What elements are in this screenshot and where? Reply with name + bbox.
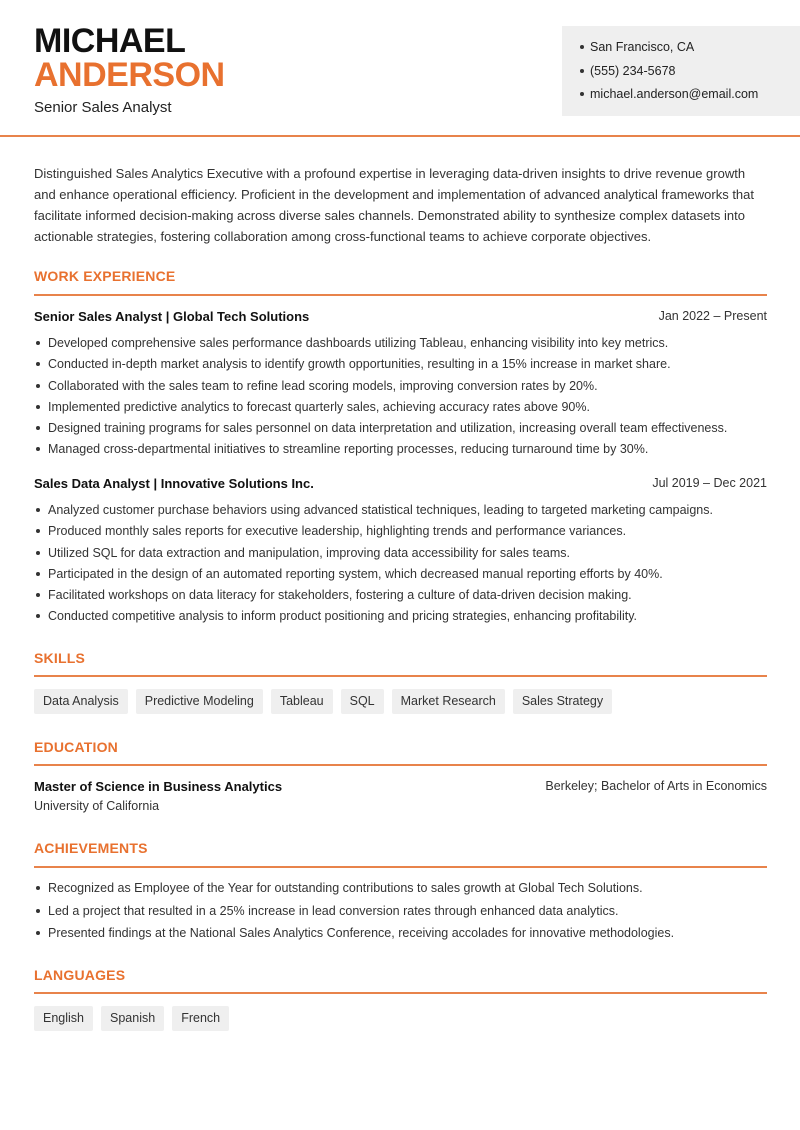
bullet-text: Conducted competitive analysis to inform product positioning and pricing strategies, enhancing profitability. — [48, 609, 637, 624]
list-item — [34, 419, 767, 440]
bullet-text: Managed cross-departmental initiatives to streamline reporting processes, reducing turnaround time by 30%. — [48, 442, 649, 457]
skills-heading: SKILLS — [34, 650, 85, 666]
bullet-text: Conducted in-depth market analysis to identify growth opportunities, resulting in a 15% increase in market share. — [48, 357, 671, 372]
bullet-text: Recognized as Employee of the Year for outstanding contributions to sales growth at Global Tech Solutions. — [48, 881, 643, 895]
work-experience-rule — [34, 294, 767, 296]
list-item — [34, 924, 767, 947]
achievements-rule — [34, 866, 767, 868]
achievements-heading: ACHIEVEMENTS — [34, 840, 148, 856]
bullet-icon — [580, 92, 584, 96]
contact-phone-text: (555) 234-5678 — [590, 63, 676, 78]
skill-tag: SQL — [341, 689, 384, 714]
bullet-icon — [36, 572, 40, 576]
job-bullets — [34, 501, 767, 629]
contact-box — [562, 26, 800, 116]
skill-tag: Tableau — [271, 689, 333, 714]
list-item — [34, 334, 767, 355]
education-heading: EDUCATION — [34, 739, 118, 755]
list-item — [34, 501, 767, 522]
bullet-icon — [36, 384, 40, 388]
language-tag: French — [172, 1006, 229, 1031]
languages-heading: LANGUAGES — [34, 967, 126, 983]
contact-list — [580, 38, 758, 109]
list-item — [34, 544, 767, 565]
resume-header — [0, 0, 800, 137]
language-tag: English — [34, 1006, 93, 1031]
bullet-text: Developed comprehensive sales performance dashboards utilizing Tableau, enhancing visibility into key metrics. — [48, 336, 669, 350]
list-item — [34, 440, 767, 461]
bullet-icon — [36, 529, 40, 533]
languages-tags — [34, 1006, 229, 1031]
job-header — [34, 309, 767, 327]
list-item — [34, 879, 767, 902]
skills-rule — [34, 675, 767, 677]
bullet-text: Implemented predictive analytics to forecast quarterly sales, achieving accuracy rates above 90%. — [48, 399, 590, 414]
list-item — [34, 377, 767, 398]
job-title: Senior Sales Analyst — [34, 99, 172, 116]
contact-location-text: San Francisco, CA — [590, 40, 695, 54]
job-header — [34, 476, 767, 494]
list-item — [34, 398, 767, 419]
skills-tags — [34, 689, 612, 714]
list-item — [34, 522, 767, 543]
bullet-text: Participated in the design of an automated reporting system, which decreased manual reporting efforts by 40%. — [48, 566, 663, 581]
bullet-icon — [36, 447, 40, 451]
summary: Distinguished Sales Analytics Executive with a profound expertise in leveraging data-driven insights to drive revenue growth and enhance operational efficiency. Proficient in the development and implementation of advanced analytical frameworks that facilitate informed decision-making across diverse sales channels. Demonstrated ability to synthesize complex datasets into actionable strategies, fostering collaboration among cross-functional teams to achieve corporate objectives. — [34, 166, 755, 244]
language-tag: Spanish — [101, 1006, 164, 1031]
job-dates: Jan 2022 – Present — [658, 309, 767, 323]
list-item — [34, 586, 767, 607]
education-degree: Master of Science in Business Analytics — [34, 779, 283, 794]
bullet-text: Collaborated with the sales team to refine lead scoring models, improving conversion rates by 20%. — [48, 378, 598, 393]
contact-location — [580, 38, 758, 62]
bullet-text: Led a project that resulted in a 25% increase in lead conversion rates through enhanced data analytics. — [48, 903, 619, 918]
bullet-icon — [36, 426, 40, 430]
bullet-icon — [36, 362, 40, 366]
achievements-list — [34, 879, 767, 947]
list-item — [34, 902, 767, 925]
first-name: MICHAEL — [34, 22, 186, 60]
last-name: ANDERSON — [34, 56, 225, 94]
list-item — [34, 565, 767, 586]
bullet-icon — [36, 909, 40, 913]
bullet-icon — [36, 931, 40, 935]
education-school: University of California — [34, 799, 160, 813]
list-item — [34, 355, 767, 376]
bullet-icon — [36, 886, 40, 890]
skill-tag: Predictive Modeling — [136, 689, 263, 714]
bullet-text: Produced monthly sales reports for executive leadership, highlighting trends and performance variances. — [48, 524, 627, 539]
bullet-icon — [580, 45, 584, 49]
bullet-text: Facilitated workshops on data literacy for stakeholders, fostering a culture of data-driven decision making. — [48, 588, 632, 603]
job-dates: Jul 2019 – Dec 2021 — [652, 476, 767, 490]
list-item — [34, 607, 767, 628]
skill-tag: Sales Strategy — [513, 689, 612, 714]
bullet-icon — [36, 405, 40, 409]
education-secondary: Berkeley; Bachelor of Arts in Economics — [545, 779, 767, 793]
bullet-icon — [36, 593, 40, 597]
bullet-icon — [36, 341, 40, 345]
bullet-text: Analyzed customer purchase behaviors using advanced statistical techniques, leading to targeted marketing campaigns. — [48, 503, 713, 517]
bullet-icon — [36, 508, 40, 512]
education-rule — [34, 764, 767, 766]
contact-phone — [580, 62, 758, 86]
contact-email — [580, 85, 758, 109]
bullet-icon — [36, 614, 40, 618]
bullet-text: Designed training programs for sales personnel on data interpretation and utilization, increasing overall team effectiveness. — [48, 421, 728, 436]
job-role: Senior Sales Analyst | Global Tech Solutions — [34, 309, 310, 324]
skill-tag: Market Research — [392, 689, 505, 714]
bullet-icon — [36, 551, 40, 555]
work-experience-heading: WORK EXPERIENCE — [34, 268, 176, 284]
job-role: Sales Data Analyst | Innovative Solutions Inc. — [34, 476, 314, 491]
bullet-text: Utilized SQL for data extraction and manipulation, improving data accessibility for sales teams. — [48, 545, 571, 560]
bullet-icon — [580, 69, 584, 73]
skill-tag: Data Analysis — [34, 689, 128, 714]
contact-email-text: michael.anderson@email.com — [590, 87, 759, 101]
bullet-text: Presented findings at the National Sales Analytics Conference, receiving accolades for innovative methodologies. — [48, 926, 675, 940]
job-bullets — [34, 334, 767, 462]
languages-rule — [34, 992, 767, 994]
